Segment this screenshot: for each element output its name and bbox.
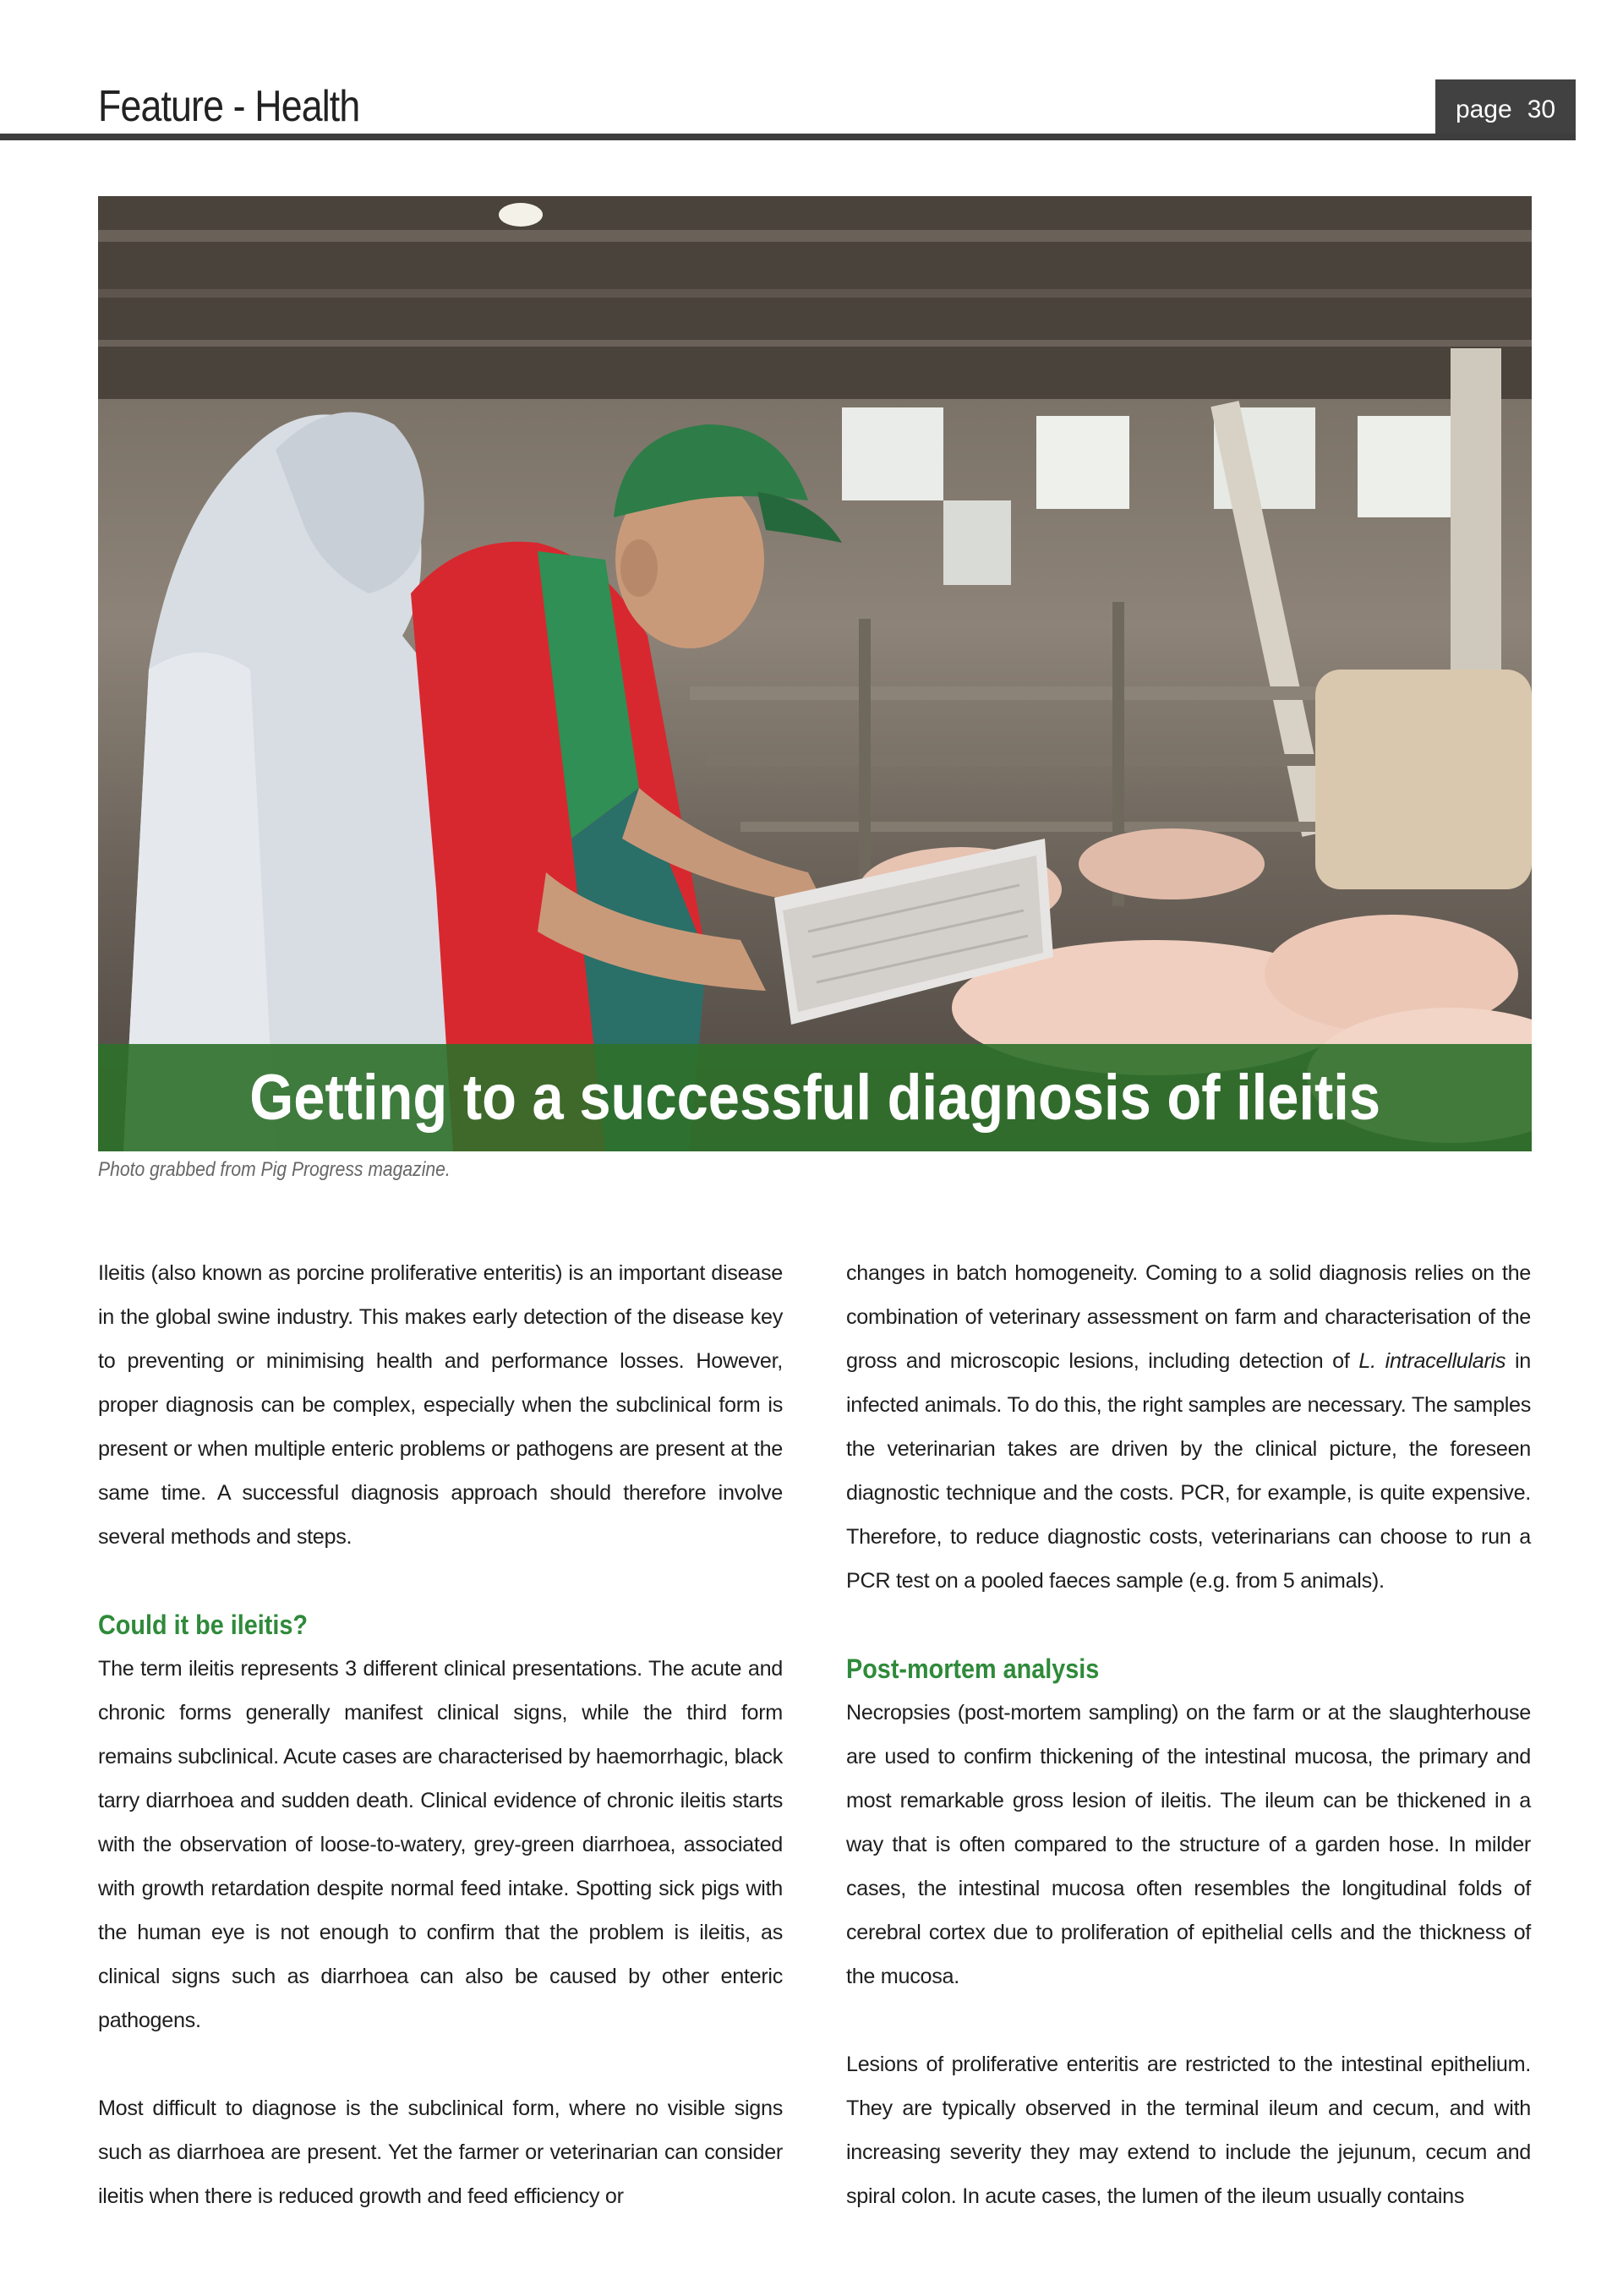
barn-scene-illustration — [98, 196, 1532, 1151]
clinical-presentations-paragraph: The term ileitis represents 3 different clinical presentations. The acute and chronic forms generally manifest clinical signs, while the third form remains subclinical. Acute cases are characterised by haemorrhagic, black tarry diarrhoea and sudden death. Clinical evidence of chronic ileitis starts with the observation of loose-to-watery, grey-green diarrhoea, associated with growth retardation despite normal feed intake. Spotting sick pigs with the human eye is not enough to confirm that the problem is ileitis, as clinical signs such as diarrhoea can also be caused by other enteric pathogens. — [98, 1657, 783, 2032]
subheading-could-it-be-ileitis: Could it be ileitis? — [98, 1610, 309, 1640]
diagnosis-paragraph — [846, 1251, 1531, 1603]
section-title: Feature - Health — [98, 82, 360, 131]
hero-photo — [98, 196, 1532, 1151]
lesions-paragraph: Lesions of proliferative enteritis are restricted to the intestinal epithelium. They are typically observed in the terminal ileum and cecum, and with increasing severity they may extend to include the jejunum, cecum and spiral colon. In acute cases, the lumen of the ileum usually contains — [846, 2053, 1531, 2208]
diagnosis-text-b: in infected animals. To do this, the right samples are necessary. The samples the veterinarian takes are driven by the clinical picture, the foreseen diagnostic technique and the costs. PCR, for example, is quite expensive. Therefore, to reduce diagnostic costs, veterinarians can choose to run a PCR test on a pooled faeces sample (e.g. from 5 animals). — [846, 1349, 1532, 1593]
necropsy-paragraph: Necropsies (post-mortem sampling) on the farm or at the slaughterhouse are used to confirm thickening of the intestinal mucosa, the primary and most remarkable gross lesion of ileitis. The ileum can be thickened in a way that is often compared to the structure of a garden hose. In milder cases, the intestinal mucosa often resembles the longitudinal folds of cerebral cortex due to proliferation of epithelial cells and the thickness of the mucosa. — [846, 1701, 1531, 1988]
article-column-left — [98, 1251, 879, 2218]
page-header — [0, 0, 1623, 144]
page-number-badge — [1435, 79, 1576, 140]
subclinical-paragraph: Most difficult to diagnose is the subclinical form, where no visible signs such as diarrhoea are present. Yet the farmer or veterinarian can consider ileitis when there is reduced growth and feed efficiency or — [98, 2096, 783, 2208]
article-title: Getting to a successful diagnosis of ileitis — [249, 1062, 1380, 1134]
photo-caption: Photo grabbed from Pig Progress magazine. — [98, 1158, 451, 1181]
diagnosis-text-a: changes in batch homogeneity. Coming to a solid diagnosis relies on the combination of veterinary assessment on farm and characterisation of the gross and microscopic lesions, including detection of — [846, 1261, 1531, 1373]
hero-title-banner — [98, 1044, 1532, 1151]
header-rule — [0, 134, 1576, 140]
intro-paragraph: Ileitis (also known as porcine proliferative enteritis) is an important disease in the global swine industry. This makes early detection of the disease key to preventing or minimising health and performance losses. However, proper diagnosis can be complex, especially when the subclinical form is present or when multiple enteric problems or pathogens are present at the same time. A successful diagnosis approach should therefore involve several methods and steps. — [98, 1261, 783, 1549]
pathogen-name: L. intracellularis — [1358, 1349, 1506, 1373]
article-column-right — [846, 1251, 1623, 2218]
page-number: 30 — [1527, 96, 1556, 123]
subheading-post-mortem-analysis: Post-mortem analysis — [846, 1654, 1100, 1684]
page-label: page — [1455, 96, 1512, 123]
